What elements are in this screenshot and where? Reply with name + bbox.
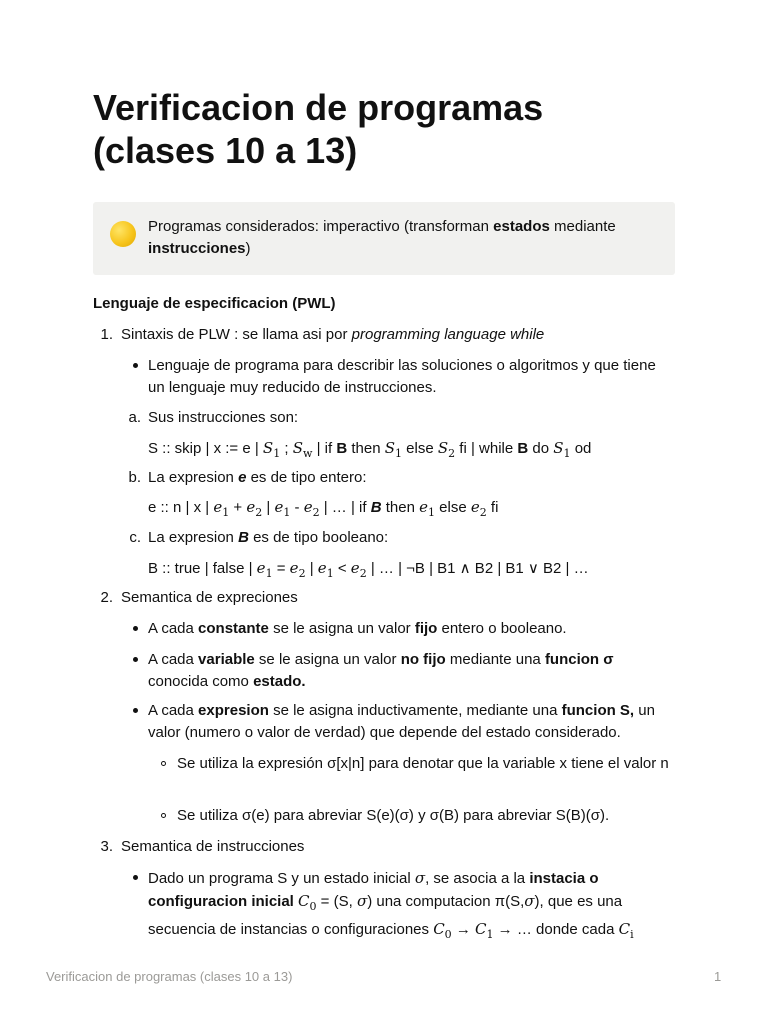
list-item: A cada expresion se le asigna inductivamente, mediante una funcion S, un valor (numero o valor de verdad) que depende del estado considerado.	[148, 702, 655, 741]
formula-integer-expr: e :: n | x | $e_1 + e_2$ | $e_1 - e_2$ | … | if B then $e_1$ else $e_2$ fi	[148, 498, 499, 519]
list-item: La expresion B es de tipo booleano:	[148, 529, 389, 546]
bullet-dot	[133, 363, 138, 368]
list-number: 3.	[100, 838, 113, 855]
formula-boolean-expr: B :: true | false | $e_1 = e_2$ | $e_1 < e_2$ | … | ¬B | B1 ∧ B2 | B1 ∨ B2 | …	[148, 559, 589, 580]
list-item: A cada constante se le asigna un valor fijo entero o booleano.	[148, 620, 567, 637]
sub-bullet-circle	[161, 813, 166, 818]
list-item: Se utiliza σ(e) para abreviar S(e)(σ) y σ(B) para abreviar S(B)(σ).	[177, 807, 610, 824]
list-letter: b.	[128, 469, 141, 486]
list-item: Lenguaje de programa para describir las soluciones o algoritmos y que tiene un lenguaje muy reducido de instrucciones.	[148, 357, 656, 396]
list-number: 2.	[100, 589, 113, 606]
list-item: Sintaxis de PLW : se llama asi por programming language while	[121, 326, 545, 343]
list-letter: a.	[128, 409, 141, 426]
list-item: A cada variable se le asigna un valor no fijo mediante una funcion σ conocida como estado.	[148, 651, 614, 690]
bullet-dot	[133, 708, 138, 713]
list-item: La expresion e es de tipo entero:	[148, 469, 367, 486]
list-item: Semantica de instrucciones	[121, 838, 305, 855]
callout-text: Programas considerados: imperactivo (transforman estados mediante instrucciones)	[148, 218, 616, 257]
callout-box	[93, 202, 675, 275]
footer-title: Verificacion de programas (clases 10 a 13)	[46, 969, 293, 984]
yellow-circle-icon	[110, 221, 136, 247]
list-item: Se utiliza la expresión σ[x|n] para denotar que la variable x tiene el valor n	[177, 755, 669, 772]
list-number: 1.	[100, 326, 113, 343]
bullet-dot	[133, 875, 138, 880]
bullet-dot	[133, 626, 138, 631]
bullet-dot	[133, 657, 138, 662]
list-item: Sus instrucciones son:	[148, 409, 299, 426]
section-heading: Lenguaje de especificacion (PWL)	[93, 295, 336, 312]
page-title: Verificacion de programas (clases 10 a 13)	[93, 87, 544, 171]
list-item: Dado un programa S y un estado inicial σ, se asocia a la instacia o configuracion inicial $C_0 = (S$, σ) una computacion π(S,σ), que es una secuencia de instancias o configuraciones $C_0 \to C_1$ → … donde cada $C_i$	[148, 869, 634, 941]
sub-bullet-circle	[161, 761, 166, 766]
list-letter: c.	[129, 529, 141, 546]
page-number: 1	[714, 969, 722, 984]
formula-instructions: S :: skip | x := e | $S_1$ ; $S_w$ | if B then $S_1$ else $S_2$ fi | while B do $S_1$ od	[148, 439, 592, 460]
list-item: Semantica de expreciones	[121, 589, 298, 606]
